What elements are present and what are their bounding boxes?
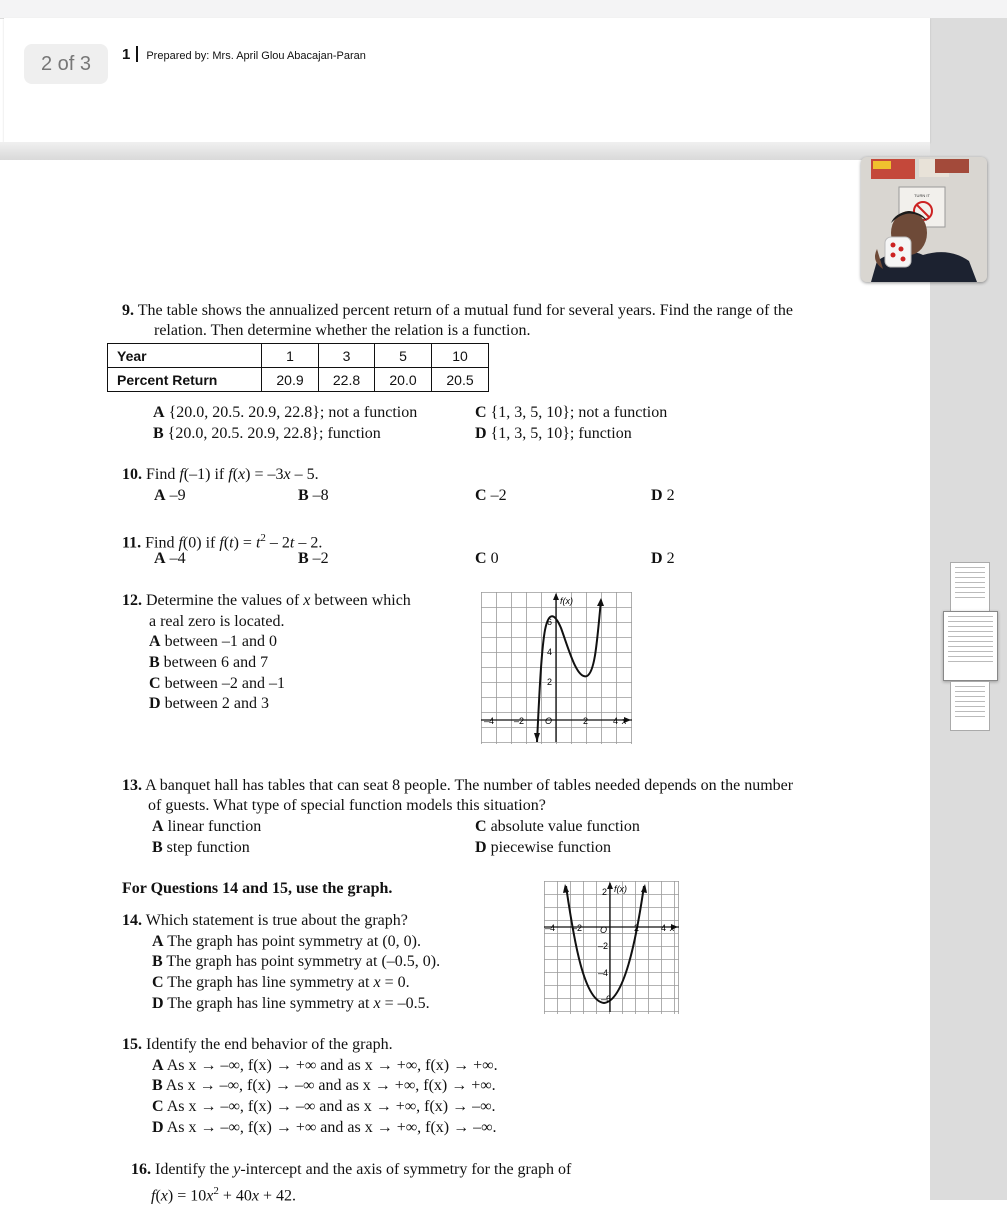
option-letter: A <box>153 404 165 421</box>
webcam-overlay[interactable] <box>861 157 987 282</box>
q10-fn: f <box>228 466 233 483</box>
question-10-option-c <box>475 486 507 507</box>
graph-y-tick: –2 <box>598 941 609 951</box>
question-9-text: The table shows the annualized percent return of a mutual fund for several years. Find the range of the <box>137 302 794 319</box>
question-15 <box>122 1035 393 1056</box>
table-cell: 20.5 <box>432 368 489 392</box>
option-text: As x → –∞, f(x) → +∞ and as x → +∞, f(x) → –∞. <box>166 1119 497 1136</box>
option-text: The graph has line symmetry at <box>167 974 374 991</box>
q11-paren: ( <box>223 534 230 552</box>
option-letter: D <box>149 695 161 712</box>
option-text: between 2 and 3 <box>164 695 269 712</box>
question-10 <box>122 465 319 486</box>
table-cell: 3 <box>319 344 375 368</box>
option-var: x <box>373 995 381 1012</box>
page-footer-header <box>122 46 366 63</box>
question-9-option-d <box>475 424 632 445</box>
table-cell: 20.0 <box>375 368 432 392</box>
question-9-option-a <box>153 403 417 424</box>
question-9-line-1 <box>122 301 793 322</box>
q16-formula-part: ) = 10 <box>167 1187 207 1205</box>
option-text: The graph has point symmetry at (–0.5, 0). <box>166 953 441 970</box>
option-text: As x → –∞, f(x) → –∞ and as x → +∞, f(x) → –∞. <box>166 1098 496 1115</box>
questions-14-15-intro: For Questions 14 and 15, use the graph. <box>122 880 393 897</box>
option-text: 0 <box>490 550 499 567</box>
q11-exponent: 2 <box>260 532 266 544</box>
table-cell: 1 <box>262 344 319 368</box>
question-14-number: 14. <box>122 912 142 929</box>
question-13-option-b <box>152 838 250 859</box>
page-gap <box>0 142 930 160</box>
viewer-top-bar <box>0 0 1007 19</box>
question-11-option-c <box>475 549 499 570</box>
question-16-number: 16. <box>131 1161 151 1178</box>
q16-var: y <box>233 1161 241 1178</box>
option-text: –2 <box>312 550 329 567</box>
option-text: 2 <box>666 487 675 504</box>
graph-origin-label: O <box>545 716 553 726</box>
option-text: The graph has point symmetry at (0, 0). <box>167 933 421 950</box>
question-13-number: 13. <box>122 777 142 794</box>
option-letter: B <box>298 487 309 504</box>
question-12-option-d <box>149 694 269 715</box>
q12-text: between which <box>310 592 411 609</box>
question-10-option-b <box>298 486 329 507</box>
header-divider <box>136 46 138 62</box>
graph-y-tick: –4 <box>598 968 609 978</box>
page-thumbnail-2[interactable] <box>943 611 998 681</box>
question-13-line-1 <box>122 776 793 797</box>
option-letter: A <box>149 633 161 650</box>
graph-x-tick: –4 <box>484 716 495 726</box>
table-cell: 5 <box>375 344 432 368</box>
question-13-option-a <box>152 817 261 838</box>
question-9-option-b <box>153 424 381 445</box>
question-15-option-b <box>152 1076 496 1097</box>
question-15-number: 15. <box>122 1036 142 1053</box>
question-12-number: 12. <box>122 592 142 609</box>
option-letter: A <box>152 933 164 950</box>
option-text: –9 <box>169 487 186 504</box>
option-letter: B <box>152 1077 163 1094</box>
option-text: between –1 and 0 <box>164 633 277 650</box>
graph-x-tick: 2 <box>634 923 640 933</box>
question-14-option-a <box>152 932 421 953</box>
question-14-option-d <box>152 994 430 1015</box>
option-text: between –2 and –1 <box>164 675 285 692</box>
graph-x-tick: 2 <box>583 716 589 726</box>
q10-arg: (–1) if <box>183 466 229 483</box>
option-var: x <box>373 974 381 991</box>
q11-find: Find <box>145 534 179 552</box>
option-text: 2 <box>666 550 675 567</box>
document-page-1 <box>4 18 930 142</box>
question-15-option-a <box>152 1056 498 1077</box>
percent-return-table <box>107 343 489 392</box>
table-cell: 10 <box>432 344 489 368</box>
question-14-graph <box>544 881 679 1014</box>
option-text: As x → –∞, f(x) → +∞ and as x → +∞, f(x) → +∞. <box>166 1057 498 1074</box>
graph-x-tick: –4 <box>545 923 556 933</box>
q16-text: Identify the <box>155 1161 234 1178</box>
option-letter: C <box>475 550 487 567</box>
option-letter: D <box>475 839 487 856</box>
question-16-formula <box>151 1181 296 1207</box>
question-10-number: 10. <box>122 466 142 483</box>
graph-x-label: x <box>622 716 627 726</box>
q11-fn: f <box>219 534 224 552</box>
q12-text: Determine the values of <box>146 592 304 609</box>
option-text: –4 <box>169 550 186 567</box>
option-letter: A <box>154 550 166 567</box>
option-letter: A <box>152 818 164 835</box>
option-text: {20.0, 20.5. 20.9, 22.8}; function <box>167 425 381 442</box>
q11-var: t <box>255 534 261 552</box>
option-letter: C <box>475 818 487 835</box>
q10-var: x <box>238 466 246 483</box>
question-10-option-a <box>154 486 186 507</box>
webcam-sign-text: TURN IT <box>914 193 930 198</box>
graph-x-tick: –2 <box>514 716 525 726</box>
q11-var: t <box>229 534 234 552</box>
option-letter: B <box>149 654 160 671</box>
question-14-option-b <box>152 952 440 973</box>
graph-x-label: x <box>670 923 675 933</box>
option-letter: C <box>475 404 487 421</box>
q11-end: – 2. <box>294 534 323 552</box>
question-13-option-d <box>475 838 611 859</box>
question-9-option-c <box>475 403 667 424</box>
option-letter: C <box>152 974 164 991</box>
q10-end: – 5. <box>290 466 319 483</box>
q11-fn: f <box>178 534 183 552</box>
question-12-line-1 <box>122 591 411 612</box>
table-row <box>108 368 489 392</box>
question-11-option-d <box>651 549 675 570</box>
q16-var: x <box>160 1187 168 1205</box>
question-9-number: 9. <box>122 302 134 319</box>
question-12-graph <box>481 592 632 744</box>
question-11-number: 11. <box>122 534 142 552</box>
graph-y-tick: 2 <box>547 677 553 687</box>
table-cell: 22.8 <box>319 368 375 392</box>
option-text: –2 <box>490 487 507 504</box>
q16-formula-part: + 42. <box>259 1187 297 1205</box>
q16-exponent: 2 <box>213 1185 219 1197</box>
q10-var: x <box>283 466 291 483</box>
question-11 <box>122 528 322 554</box>
question-10-option-d <box>651 486 675 507</box>
graph-y-tick: 2 <box>602 887 608 897</box>
page-counter: 2 of 3 <box>24 44 108 84</box>
page-thumbnail-3[interactable] <box>950 681 990 731</box>
option-letter: D <box>152 1119 164 1136</box>
option-letter: B <box>152 839 163 856</box>
graph-fx-label: f(x) <box>614 884 627 894</box>
option-letter: B <box>152 953 163 970</box>
option-letter: D <box>651 550 663 567</box>
q14-text: Which statement is true about the graph? <box>145 912 408 929</box>
option-letter: C <box>149 675 161 692</box>
question-15-option-c <box>152 1097 496 1118</box>
option-text: {1, 3, 5, 10}; not a function <box>490 404 668 421</box>
option-letter: B <box>298 550 309 567</box>
table-cell: 20.9 <box>262 368 319 392</box>
webcam-video <box>861 157 987 282</box>
question-14-option-c <box>152 973 410 994</box>
question-15-option-d <box>152 1118 497 1139</box>
option-letter: D <box>651 487 663 504</box>
q11-rest: ) = <box>233 534 256 552</box>
option-text: absolute value function <box>490 818 640 835</box>
graph-x-tick: –2 <box>572 923 583 933</box>
option-text: As x → –∞, f(x) → –∞ and as x → +∞, f(x) → +∞. <box>165 1077 496 1094</box>
graph-origin-label: O <box>600 925 608 935</box>
q10-fn: f <box>179 466 184 483</box>
graph-y-tick: 4 <box>547 647 553 657</box>
option-letter: A <box>154 487 166 504</box>
q16-fn: f <box>151 1187 156 1205</box>
graph-y-tick: –6 <box>601 994 612 1004</box>
question-12-line-2: a real zero is located. <box>149 613 285 630</box>
q16-formula-part: + 40 <box>218 1187 252 1205</box>
option-text: between 6 and 7 <box>163 654 269 671</box>
question-12-option-a <box>149 632 277 653</box>
option-text: = 0. <box>380 974 410 991</box>
q10-rest: ) = –3 <box>245 466 284 483</box>
option-text: = –0.5. <box>380 995 430 1012</box>
graph-fx-label: f(x) <box>560 596 573 606</box>
option-letter: A <box>152 1057 164 1074</box>
option-letter: C <box>152 1098 164 1115</box>
option-letter: B <box>153 425 164 442</box>
question-13-line-2: of guests. What type of special function models this situation? <box>148 797 546 814</box>
q16-text: -intercept and the axis of symmetry for the graph of <box>240 1161 572 1178</box>
q16-formula-part: ( <box>155 1187 161 1205</box>
question-12-option-b <box>149 653 268 674</box>
q10-find: Find <box>146 466 180 483</box>
option-letter: C <box>475 487 487 504</box>
q11-arg: (0) if <box>182 534 220 552</box>
page-number: 1 <box>122 46 131 63</box>
question-13-option-c <box>475 817 640 838</box>
q16-var: x <box>206 1187 214 1205</box>
question-12-option-c <box>149 674 285 695</box>
question-11-option-b <box>298 549 329 570</box>
option-text: piecewise function <box>490 839 611 856</box>
option-letter: D <box>475 425 487 442</box>
table-row <box>108 344 489 368</box>
page-thumbnail-1[interactable] <box>950 562 990 612</box>
question-11-option-a <box>154 549 186 570</box>
option-text: step function <box>166 839 250 856</box>
table-header-cell: Year <box>108 344 262 368</box>
option-text: {20.0, 20.5. 20.9, 22.8}; not a function <box>168 404 418 421</box>
option-text: linear function <box>167 818 262 835</box>
prepared-by: Prepared by: Mrs. April Glou Abacajan-Paran <box>146 50 366 62</box>
q12-var: x <box>303 592 311 609</box>
q10-paren: ( <box>232 466 239 483</box>
option-text: –8 <box>312 487 329 504</box>
question-9-line-2: relation. Then determine whether the relation is a function. <box>154 322 531 339</box>
graph-x-tick: 4 <box>613 716 619 726</box>
q13-text: A banquet hall has tables that can seat 8 people. The number of tables needed depends on the number <box>145 777 794 794</box>
option-letter: D <box>152 995 164 1012</box>
option-text: {1, 3, 5, 10}; function <box>490 425 632 442</box>
q11-var: t <box>289 534 295 552</box>
question-14 <box>122 911 408 932</box>
q11-mid: – 2 <box>265 534 290 552</box>
option-text: The graph has line symmetry at <box>167 995 374 1012</box>
graph-y-tick: 6 <box>547 617 553 627</box>
q16-var: x <box>251 1187 259 1205</box>
graph-x-tick: 4 <box>661 923 667 933</box>
table-header-cell: Percent Return <box>108 368 262 392</box>
q15-text: Identify the end behavior of the graph. <box>146 1036 393 1053</box>
question-16-line-1 <box>131 1160 571 1181</box>
